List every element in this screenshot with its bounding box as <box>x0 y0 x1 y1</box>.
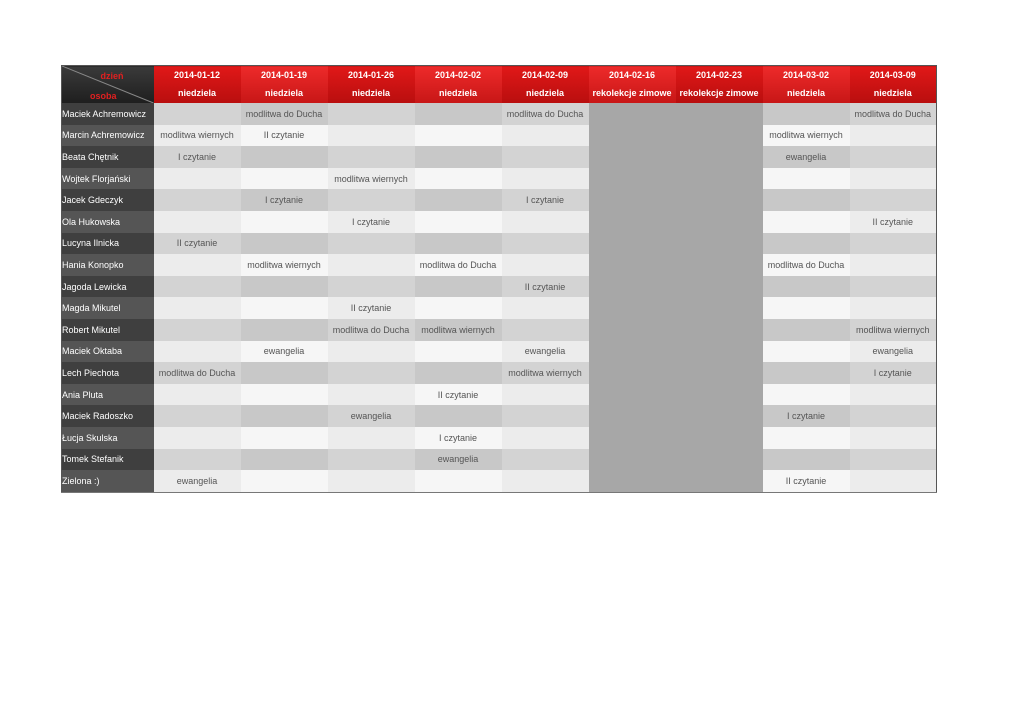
assignment-cell <box>328 470 415 492</box>
assignment-cell <box>241 384 328 406</box>
assignment-cell <box>676 276 763 298</box>
assignment-cell <box>154 427 241 449</box>
assignment-cell <box>850 146 937 168</box>
assignment-cell <box>502 449 589 471</box>
assignment-cell <box>850 233 937 255</box>
assignment-cell: modlitwa do Ducha <box>850 103 937 125</box>
column-header <box>763 66 850 104</box>
assignment-cell: ewangelia <box>154 470 241 492</box>
assignment-cell: modlitwa do Ducha <box>241 103 328 125</box>
column-date: 2014-01-26 <box>347 69 395 80</box>
person-name: Zielona :) <box>62 470 154 492</box>
assignment-cell <box>328 276 415 298</box>
column-date: 2014-02-16 <box>608 69 656 80</box>
assignment-cell <box>676 168 763 190</box>
assignment-cell <box>415 146 502 168</box>
assignment-cell <box>328 362 415 384</box>
table-row <box>62 405 937 427</box>
assignment-cell <box>502 405 589 427</box>
assignment-cell <box>241 405 328 427</box>
assignment-cell: I czytanie <box>415 427 502 449</box>
assignment-cell <box>850 427 937 449</box>
column-date: 2014-02-23 <box>695 69 743 80</box>
table-body <box>62 103 937 492</box>
person-name: Maciek Achremowicz <box>62 103 154 125</box>
assignment-cell <box>241 319 328 341</box>
assignment-cell <box>850 449 937 471</box>
column-date: 2014-03-09 <box>869 69 916 80</box>
assignment-cell <box>154 384 241 406</box>
assignment-cell <box>676 362 763 384</box>
column-header <box>241 66 328 104</box>
column-header <box>415 66 502 104</box>
column-header <box>589 66 676 104</box>
assignment-cell <box>502 427 589 449</box>
assignment-cell <box>676 103 763 125</box>
assignment-cell: II czytanie <box>850 211 937 233</box>
assignment-cell <box>154 405 241 427</box>
assignment-cell <box>154 276 241 298</box>
table-row <box>62 427 937 449</box>
assignment-cell: modlitwa do Ducha <box>154 362 241 384</box>
assignment-cell: I czytanie <box>154 146 241 168</box>
person-name: Beata Chętnik <box>62 146 154 168</box>
assignment-cell <box>415 362 502 384</box>
column-header <box>676 66 763 104</box>
column-day-label: niedziela <box>438 87 477 98</box>
assignment-cell <box>589 254 676 276</box>
assignment-cell <box>415 405 502 427</box>
assignment-cell <box>502 384 589 406</box>
assignment-cell <box>502 146 589 168</box>
assignment-cell <box>676 125 763 147</box>
assignment-cell <box>415 189 502 211</box>
table-row <box>62 103 937 125</box>
person-name: Robert Mikutel <box>62 319 154 341</box>
assignment-cell: ewangelia <box>328 405 415 427</box>
assignment-cell <box>241 168 328 190</box>
column-day-label: niedziela <box>873 87 912 98</box>
table-row <box>62 341 937 363</box>
assignment-cell <box>589 319 676 341</box>
assignment-cell <box>589 341 676 363</box>
table-row <box>62 276 937 298</box>
assignment-cell <box>589 384 676 406</box>
column-date: 2014-02-02 <box>434 69 482 80</box>
assignment-cell <box>241 470 328 492</box>
assignment-cell <box>328 233 415 255</box>
assignment-cell <box>589 211 676 233</box>
assignment-cell <box>676 233 763 255</box>
assignment-cell: modlitwa wiernych <box>328 168 415 190</box>
assignment-cell <box>850 470 937 492</box>
assignment-cell <box>589 276 676 298</box>
person-name: Jagoda Lewicka <box>62 276 154 298</box>
table-row <box>62 362 937 384</box>
assignment-cell <box>415 103 502 125</box>
assignment-cell <box>241 297 328 319</box>
assignment-cell <box>241 362 328 384</box>
assignment-cell <box>589 146 676 168</box>
person-name: Wojtek Florjański <box>62 168 154 190</box>
assignment-cell <box>328 189 415 211</box>
assignment-cell: modlitwa wiernych <box>415 319 502 341</box>
assignment-cell: II czytanie <box>763 470 850 492</box>
assignment-cell: modlitwa wiernych <box>241 254 328 276</box>
assignment-cell <box>763 384 850 406</box>
schedule-table <box>61 65 937 493</box>
assignment-cell <box>763 319 850 341</box>
assignment-cell <box>763 168 850 190</box>
assignment-cell: II czytanie <box>502 276 589 298</box>
assignment-cell: II czytanie <box>328 297 415 319</box>
assignment-cell: modlitwa wiernych <box>154 125 241 147</box>
assignment-cell <box>502 168 589 190</box>
assignment-cell <box>676 254 763 276</box>
table-row <box>62 189 937 211</box>
assignment-cell <box>589 470 676 492</box>
assignment-cell: modlitwa wiernych <box>850 319 937 341</box>
assignment-cell <box>154 254 241 276</box>
assignment-cell <box>154 103 241 125</box>
person-name: Marcin Achremowicz <box>62 125 154 147</box>
assignment-cell: modlitwa do Ducha <box>328 319 415 341</box>
assignment-cell: ewangelia <box>241 341 328 363</box>
assignment-cell <box>415 125 502 147</box>
assignment-cell <box>241 276 328 298</box>
assignment-cell: modlitwa do Ducha <box>502 103 589 125</box>
assignment-cell <box>328 449 415 471</box>
assignment-cell: II czytanie <box>241 125 328 147</box>
assignment-cell: ewangelia <box>502 341 589 363</box>
assignment-cell <box>328 146 415 168</box>
table-row <box>62 233 937 255</box>
person-name: Maciek Radoszko <box>62 405 154 427</box>
assignment-cell <box>415 211 502 233</box>
assignment-cell <box>850 125 937 147</box>
assignment-cell <box>763 103 850 125</box>
assignment-cell <box>676 211 763 233</box>
assignment-cell <box>589 168 676 190</box>
assignment-cell <box>676 297 763 319</box>
assignment-cell <box>154 341 241 363</box>
assignment-cell <box>589 103 676 125</box>
table-row <box>62 297 937 319</box>
table-row <box>62 254 937 276</box>
assignment-cell <box>763 297 850 319</box>
assignment-cell <box>763 362 850 384</box>
header-row <box>62 66 937 104</box>
assignment-cell <box>850 254 937 276</box>
column-header <box>328 66 415 104</box>
assignment-cell <box>676 405 763 427</box>
assignment-cell <box>589 362 676 384</box>
person-name: Maciek Oktaba <box>62 341 154 363</box>
assignment-cell <box>415 341 502 363</box>
corner-header <box>62 66 154 104</box>
assignment-cell <box>415 276 502 298</box>
table-row <box>62 125 937 147</box>
assignment-cell <box>241 427 328 449</box>
assignment-cell <box>676 427 763 449</box>
column-header <box>850 66 937 104</box>
assignment-cell <box>850 276 937 298</box>
column-date: 2014-02-09 <box>521 69 569 80</box>
column-day-label: niedziela <box>786 87 825 98</box>
assignment-cell <box>154 297 241 319</box>
column-date: 2014-01-12 <box>173 69 221 80</box>
assignment-cell <box>763 233 850 255</box>
assignment-cell <box>415 168 502 190</box>
assignment-cell <box>502 233 589 255</box>
assignment-cell <box>415 470 502 492</box>
assignment-cell: ewangelia <box>415 449 502 471</box>
assignment-cell: modlitwa do Ducha <box>415 254 502 276</box>
assignment-cell <box>328 103 415 125</box>
assignment-cell: ewangelia <box>763 146 850 168</box>
assignment-cell <box>154 211 241 233</box>
assignment-cell: modlitwa do Ducha <box>763 254 850 276</box>
assignment-cell: ewangelia <box>850 341 937 363</box>
assignment-cell <box>502 319 589 341</box>
corner-label-day: dzień <box>100 71 124 81</box>
assignment-cell <box>502 470 589 492</box>
assignment-cell <box>241 146 328 168</box>
assignment-cell <box>589 125 676 147</box>
assignment-cell: modlitwa wiernych <box>763 125 850 147</box>
assignment-cell: II czytanie <box>154 233 241 255</box>
assignment-cell <box>241 211 328 233</box>
column-date: 2014-01-19 <box>260 69 308 80</box>
table-row <box>62 319 937 341</box>
table-row <box>62 146 937 168</box>
person-name: Hania Konopko <box>62 254 154 276</box>
assignment-cell <box>328 427 415 449</box>
column-day-label: niedziela <box>177 87 216 98</box>
assignment-cell <box>154 449 241 471</box>
assignment-cell <box>676 189 763 211</box>
person-name: Magda Mikutel <box>62 297 154 319</box>
assignment-cell: II czytanie <box>415 384 502 406</box>
assignment-cell <box>589 297 676 319</box>
assignment-cell <box>763 341 850 363</box>
person-name: Lech Piechota <box>62 362 154 384</box>
assignment-cell <box>502 125 589 147</box>
assignment-cell <box>763 276 850 298</box>
assignment-cell <box>850 189 937 211</box>
assignment-cell <box>850 168 937 190</box>
assignment-cell <box>502 211 589 233</box>
assignment-cell <box>676 319 763 341</box>
assignment-cell <box>850 297 937 319</box>
person-name: Jacek Gdeczyk <box>62 189 154 211</box>
assignment-cell <box>589 233 676 255</box>
column-header <box>502 66 589 104</box>
assignment-cell: I czytanie <box>241 189 328 211</box>
column-day-label: rekolekcje zimowe <box>592 87 672 98</box>
assignment-cell <box>502 254 589 276</box>
table-row <box>62 211 937 233</box>
assignment-cell <box>328 125 415 147</box>
assignment-cell <box>676 341 763 363</box>
assignment-cell <box>328 384 415 406</box>
assignment-cell <box>850 384 937 406</box>
assignment-cell <box>763 427 850 449</box>
assignment-cell <box>589 427 676 449</box>
table-row <box>62 384 937 406</box>
assignment-cell <box>850 405 937 427</box>
corner-label-person: osoba <box>90 91 117 101</box>
assignment-cell: I czytanie <box>502 189 589 211</box>
person-name: Lucyna Ilnicka <box>62 233 154 255</box>
assignment-cell <box>763 211 850 233</box>
column-day-label: niedziela <box>351 87 390 98</box>
table-row <box>62 470 937 492</box>
assignment-cell <box>676 146 763 168</box>
person-name: Łucja Skulska <box>62 427 154 449</box>
assignment-cell <box>328 254 415 276</box>
assignment-cell <box>241 233 328 255</box>
column-date: 2014-03-02 <box>782 69 830 80</box>
column-day-label: niedziela <box>525 87 564 98</box>
assignment-cell: I czytanie <box>328 211 415 233</box>
column-day-label: rekolekcje zimowe <box>679 87 759 98</box>
assignment-cell <box>502 297 589 319</box>
assignment-cell <box>589 405 676 427</box>
assignment-cell <box>589 449 676 471</box>
person-name: Ola Hukowska <box>62 211 154 233</box>
assignment-cell <box>154 168 241 190</box>
assignment-cell <box>328 341 415 363</box>
table-row <box>62 168 937 190</box>
table-row <box>62 449 937 471</box>
column-header <box>154 66 241 104</box>
person-name: Tomek Stefanik <box>62 449 154 471</box>
assignment-cell <box>154 189 241 211</box>
assignment-cell <box>415 233 502 255</box>
assignment-cell <box>241 449 328 471</box>
assignment-cell <box>763 449 850 471</box>
column-day-label: niedziela <box>264 87 303 98</box>
assignment-cell <box>676 470 763 492</box>
assignment-cell: I czytanie <box>763 405 850 427</box>
assignment-cell <box>589 189 676 211</box>
assignment-cell: modlitwa wiernych <box>502 362 589 384</box>
assignment-cell <box>763 189 850 211</box>
assignment-cell <box>415 297 502 319</box>
assignment-cell <box>676 449 763 471</box>
assignment-cell <box>676 384 763 406</box>
assignment-cell: I czytanie <box>850 362 937 384</box>
assignment-cell <box>154 319 241 341</box>
person-name: Ania Pluta <box>62 384 154 406</box>
